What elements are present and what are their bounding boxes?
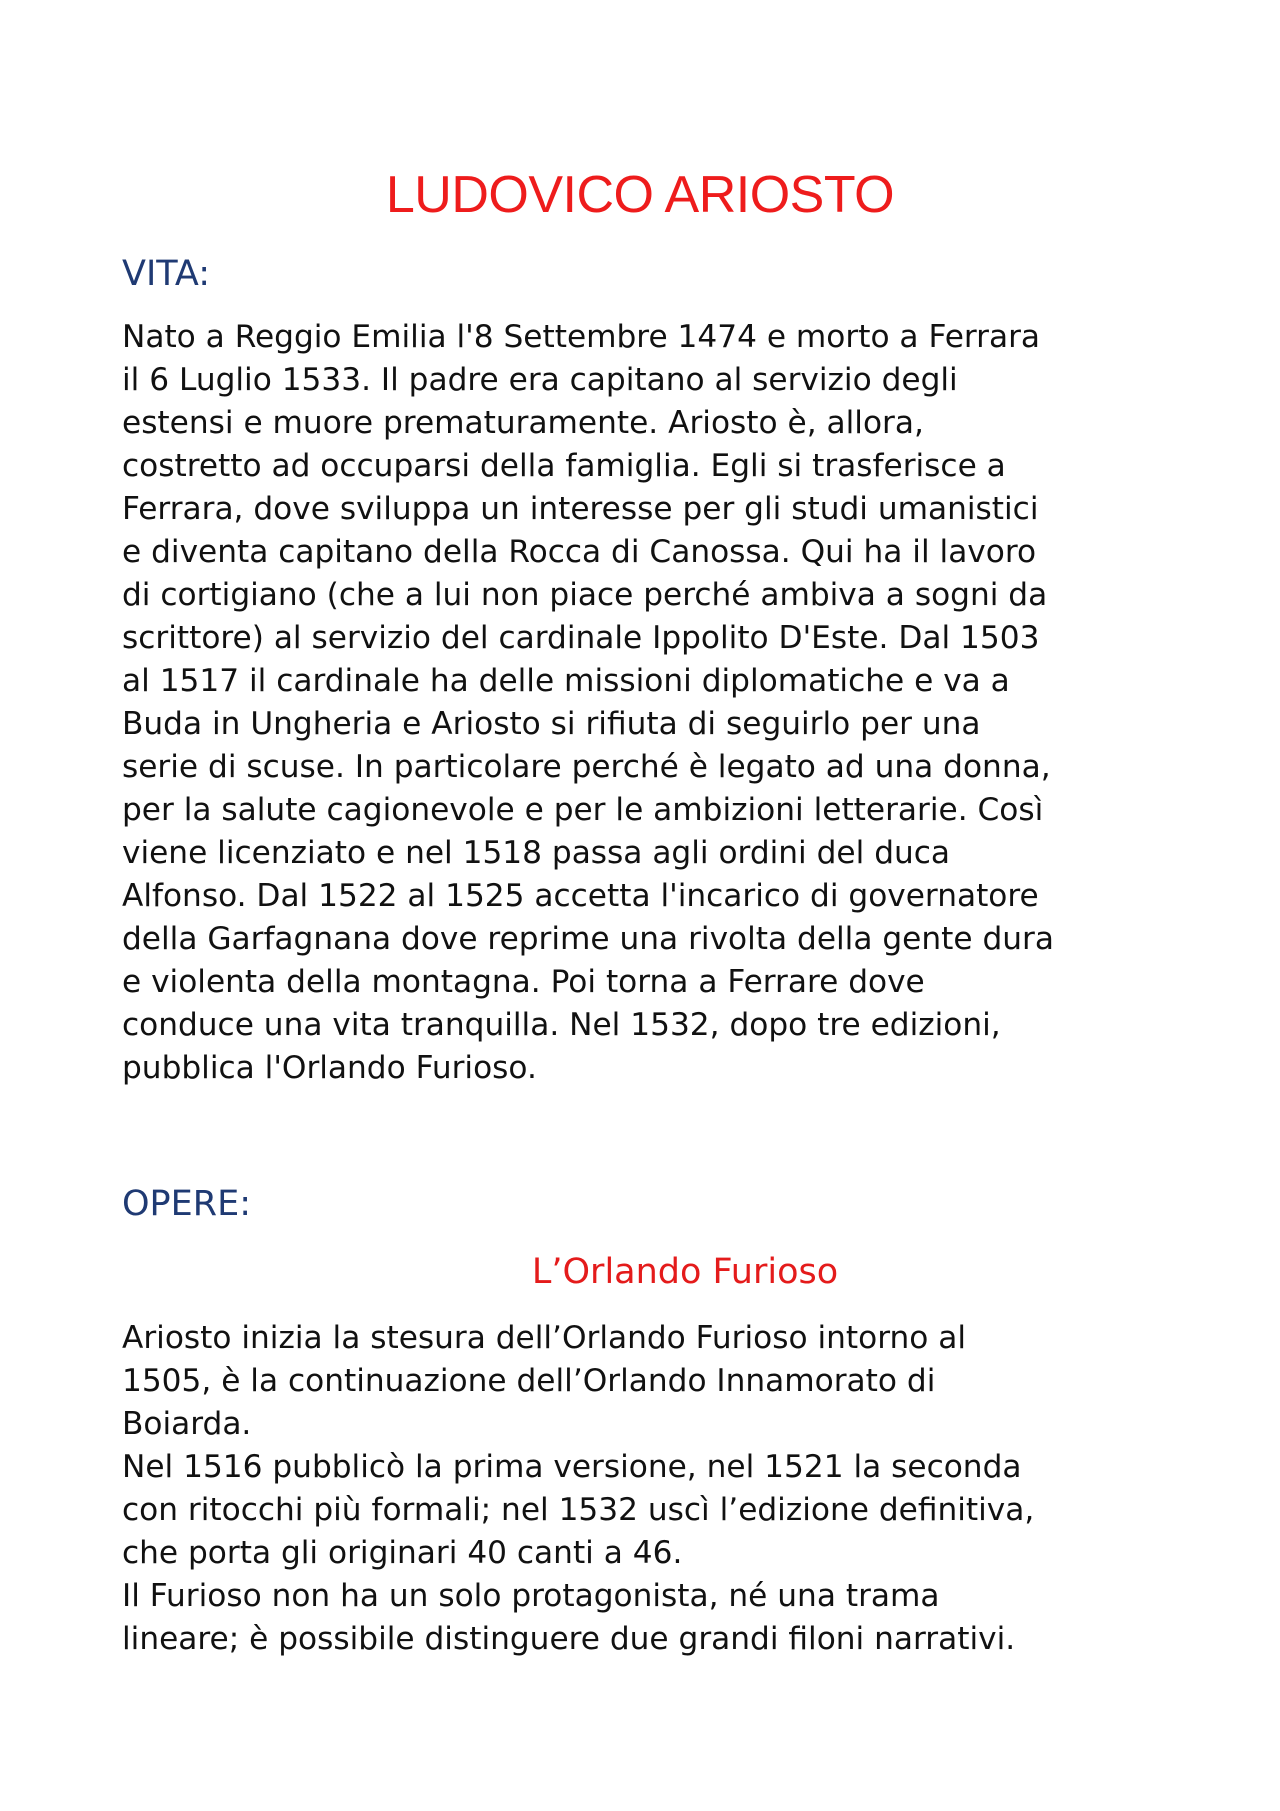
- section-heading-opere: OPERE:: [122, 1184, 251, 1224]
- orlando-furioso-paragraph: Ariosto inizia la stesura dell’Orlando Furioso intorno al 1505, è la continuazione dell’Orlando Innamorato di Boiarda. Nel 1516 pubblicò la prima versione, nel 1521 la seconda con ritocchi più formali; nel 1532 uscì l’edizione definitiva, che porta gli originari 40 canti a 46. Il Furioso non ha un solo protagonista, né una trama lineare; è possibile distinguere due grandi filoni narrativi.: [122, 1320, 1035, 1657]
- subheading-orlando-furioso: L’Orlando Furioso: [531, 1252, 839, 1292]
- document-title: LUDOVICO ARIOSTO: [385, 166, 895, 224]
- vita-paragraph: Nato a Reggio Emilia l'8 Settembre 1474 e morto a Ferrara il 6 Luglio 1533. Il padre era capitano al servizio degli estensi e muore prematuramente. Ariosto è, allora, costretto ad occuparsi della famiglia. Egli si trasferisce a Ferrara, dove sviluppa un interesse per gli studi umanistici e diventa capitano della Rocca di Canossa. Qui ha il lavoro di cortigiano (che a lui non piace perché ambiva a sogni da scrittore) al servizio del cardinale Ippolito D'Este. Dal 1503 al 1517 il cardinale ha delle missioni diplomatiche e va a Buda in Ungheria e Ariosto si rifiuta di seguirlo per una serie di scuse. In particolare perché è legato ad una donna, per la salute cagionevole e per le ambizioni letterarie. Così viene licenziato e nel 1518 passa agli ordini del duca Alfonso. Dal 1522 al 1525 accetta l'incarico di governatore della Garfagnana dove reprime una rivolta della gente dura e violenta della montagna. Poi torna a Ferrare dove conduce una vita tranquilla. Nel 1532, dopo tre edizioni, pubblica l'Orlando Furioso.: [122, 319, 1054, 1086]
- section-heading-vita: VITA:: [122, 254, 211, 294]
